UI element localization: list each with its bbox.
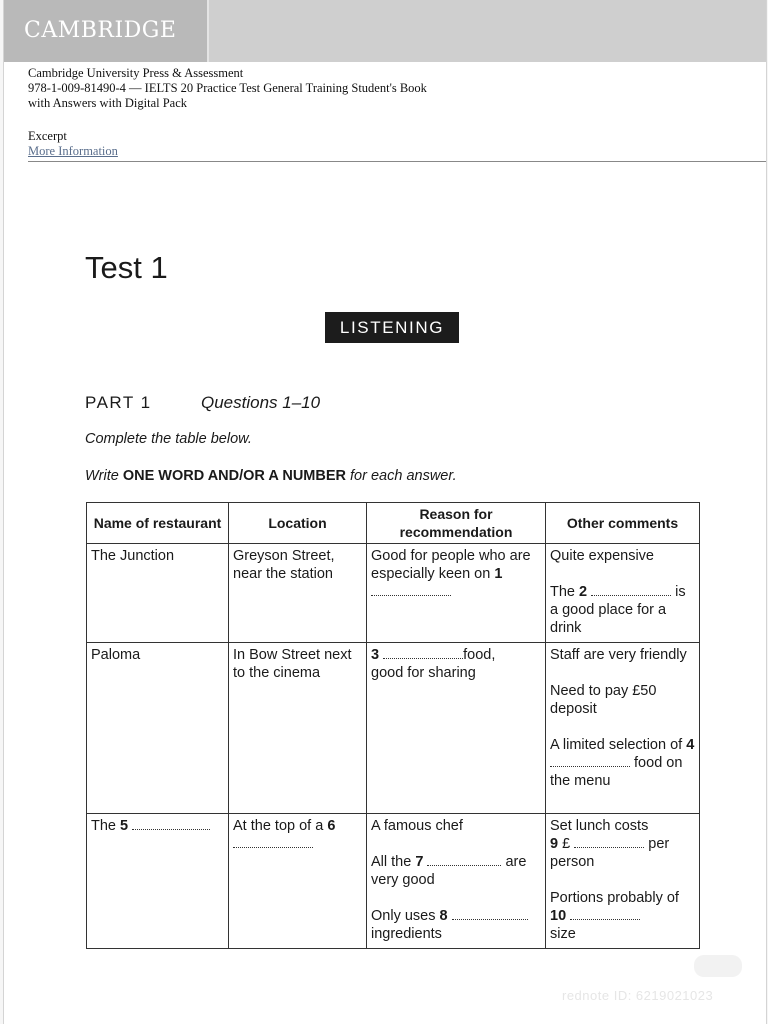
reason-suffix: are very good — [371, 854, 527, 888]
comment-suffix: size — [550, 926, 576, 942]
answer-blank[interactable] — [574, 835, 644, 848]
cell-location: In Bow Street next to the cinema — [229, 643, 367, 814]
comment-text: Quite expensive — [550, 548, 654, 564]
section-label-listening: LISTENING — [325, 312, 459, 343]
comment-suffix: is a good place for a drink — [550, 584, 686, 636]
excerpt-label: Excerpt — [28, 129, 67, 143]
comment-prefix: Portions probably of — [550, 890, 679, 906]
header-comments: Other comments — [546, 503, 700, 544]
reason-prefix: Only uses — [371, 908, 436, 924]
currency-symbol: £ — [562, 836, 571, 852]
instruction-prefix: Write — [85, 468, 123, 484]
question-number: 5 — [120, 818, 129, 834]
cell-comments — [546, 643, 700, 814]
instruction-complete-table: Complete the table below. — [85, 431, 252, 447]
header-banner — [4, 0, 766, 62]
comment-text: Staff are very friendly — [550, 647, 687, 663]
reason-text: Good for people who are especially keen on — [371, 548, 531, 582]
cell-comments — [546, 814, 700, 949]
questions-range: Questions 1–10 — [201, 393, 321, 412]
comment-text: Set lunch costs — [550, 818, 649, 834]
cell-location — [229, 814, 367, 949]
reason-with-blank — [371, 907, 541, 943]
name-prefix: The — [91, 818, 116, 834]
more-information-link[interactable]: More Information — [28, 144, 118, 158]
book-isbn-title: 978-1-009-81490-4 — IELTS 20 Practice Test General Training Student's Book — [28, 81, 427, 95]
header-name: Name of restaurant — [87, 503, 229, 544]
cambridge-logo: CAMBRIDGE — [24, 18, 177, 43]
comment-prefix: The — [550, 584, 575, 600]
location-prefix: At the top of a — [233, 818, 324, 834]
header-reason: Reason for recommendation — [367, 503, 546, 544]
table-row — [87, 643, 700, 814]
question-number: 2 — [579, 584, 588, 600]
publisher-name: Cambridge University Press & Assessment — [28, 66, 244, 80]
book-metadata — [28, 66, 427, 159]
instruction-emphasis: ONE WORD AND/OR A NUMBER — [122, 468, 346, 484]
cell-reason — [367, 814, 546, 949]
answer-blank[interactable] — [383, 646, 463, 659]
part-label: PART 1 — [85, 393, 152, 412]
reason-suffix: ingredients — [371, 926, 442, 942]
answer-blank[interactable] — [371, 583, 451, 596]
book-title-continued: with Answers with Digital Pack — [28, 96, 188, 110]
question-number: 8 — [439, 908, 448, 924]
comment-text: Need to pay £50 deposit — [550, 683, 657, 717]
comment-with-blank — [550, 889, 695, 925]
table-row — [87, 814, 700, 949]
cell-reason — [367, 643, 546, 814]
document-page — [3, 0, 767, 1024]
cell-name — [87, 814, 229, 949]
cell-comments — [546, 544, 700, 643]
instruction-word-limit — [85, 468, 457, 484]
header-divider — [28, 161, 766, 162]
header-location: Location — [229, 503, 367, 544]
question-number: 7 — [415, 854, 424, 870]
watermark-text: rednote ID: 6219021023 — [562, 988, 714, 1003]
answer-blank[interactable] — [591, 583, 671, 596]
answer-blank[interactable] — [427, 853, 501, 866]
reason-suffix: food, — [463, 647, 496, 663]
instruction-suffix: for each answer. — [346, 468, 457, 484]
table-header-row — [87, 503, 700, 544]
cell-name: Paloma — [87, 643, 229, 814]
reason-text: good for sharing — [371, 665, 476, 681]
comment-with-blank — [550, 835, 695, 853]
answer-blank[interactable] — [550, 754, 630, 767]
question-number: 6 — [327, 818, 336, 834]
restaurant-table — [86, 502, 700, 949]
question-number: 10 — [550, 908, 567, 924]
answer-blank[interactable] — [570, 907, 640, 920]
cell-reason — [367, 544, 546, 643]
answer-blank[interactable] — [452, 907, 528, 920]
question-number: 9 — [550, 836, 559, 852]
comment-suffix: food on the menu — [550, 755, 683, 789]
question-number: 1 — [494, 566, 503, 582]
comment-with-blank — [550, 736, 695, 790]
reason-prefix: All the — [371, 854, 412, 870]
brand-box — [4, 0, 209, 62]
comment-with-blank — [550, 583, 695, 637]
comment-per: per — [648, 836, 670, 852]
answer-blank[interactable] — [233, 835, 313, 848]
reason-with-blank — [371, 853, 541, 889]
test-title: Test 1 — [85, 250, 168, 285]
comment-suffix: person — [550, 854, 595, 870]
cell-location: Greyson Street, near the station — [229, 544, 367, 643]
question-number: 4 — [686, 737, 695, 753]
question-number: 3 — [371, 647, 380, 663]
cell-name: The Junction — [87, 544, 229, 643]
answer-blank[interactable] — [132, 817, 210, 830]
watermark-logo — [694, 955, 742, 977]
comment-prefix: A limited selection of — [550, 737, 683, 753]
reason-text: A famous chef — [371, 818, 463, 834]
table-row — [87, 544, 700, 643]
